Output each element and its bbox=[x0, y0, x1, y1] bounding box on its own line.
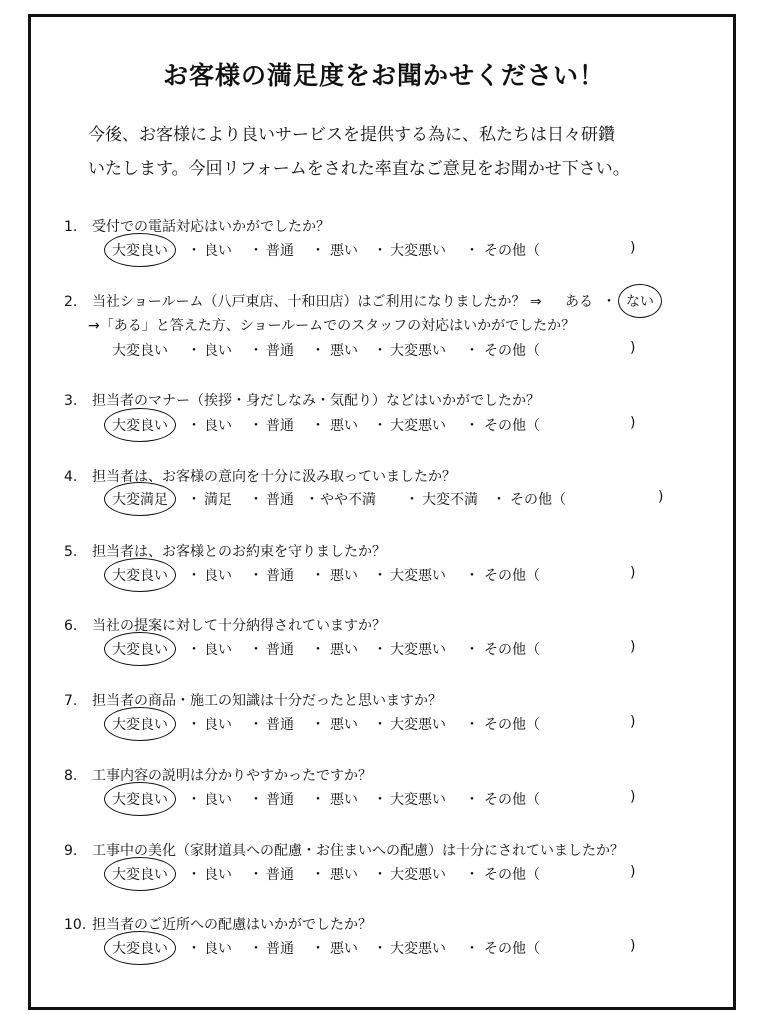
separator: ・ bbox=[187, 867, 201, 883]
option-4[interactable]: やや不満 bbox=[320, 492, 376, 508]
separator: ・ bbox=[249, 343, 263, 359]
separator: ・ bbox=[311, 642, 325, 658]
options-row bbox=[0, 938, 740, 958]
option-2[interactable]: 良い bbox=[204, 568, 232, 584]
separator: ・ bbox=[311, 418, 325, 434]
other-close-paren: ) bbox=[630, 714, 636, 730]
separator: ・ bbox=[465, 243, 479, 259]
option-1[interactable]: 大変良い bbox=[112, 639, 168, 659]
options-row bbox=[0, 789, 740, 809]
question-8 bbox=[64, 765, 372, 785]
option-5[interactable]: 大変悪い bbox=[390, 867, 446, 883]
separator: ・ bbox=[373, 941, 387, 957]
page-title: お客様の満足度をお聞かせください！ bbox=[162, 61, 605, 90]
separator: ・ bbox=[311, 568, 325, 584]
option-3[interactable]: 普通 bbox=[266, 343, 294, 359]
option-2[interactable]: 良い bbox=[204, 343, 232, 359]
separator: ・ bbox=[405, 492, 419, 508]
other-close-paren: ) bbox=[630, 789, 636, 805]
separator: ・ bbox=[373, 568, 387, 584]
other-close-paren: ) bbox=[630, 938, 636, 954]
options-row bbox=[0, 714, 740, 734]
question-2 bbox=[64, 291, 542, 311]
separator: ・ bbox=[249, 717, 263, 733]
separator: ・ bbox=[305, 492, 319, 508]
separator: ・ bbox=[311, 867, 325, 883]
option-3[interactable]: 普通 bbox=[266, 642, 294, 658]
option-6[interactable]: その他（ bbox=[484, 867, 540, 883]
separator: ・ bbox=[187, 492, 201, 508]
answer-yes[interactable]: ある bbox=[565, 294, 593, 310]
other-close-paren: ) bbox=[630, 240, 636, 256]
option-6[interactable]: その他（ bbox=[484, 717, 540, 733]
question-text: 当社ショールーム（八戸東店、十和田店）はご利用になりましたか？ ⇒ bbox=[92, 294, 542, 310]
options-row bbox=[0, 565, 740, 585]
options-row bbox=[0, 639, 740, 659]
option-5[interactable]: 大変不満 bbox=[422, 492, 478, 508]
option-4[interactable]: 悪い bbox=[330, 792, 358, 808]
separator: ・ bbox=[465, 343, 479, 359]
separator: ・ bbox=[373, 717, 387, 733]
other-close-paren: ) bbox=[630, 340, 636, 356]
separator: ・ bbox=[187, 568, 201, 584]
question-1 bbox=[64, 216, 330, 236]
separator: ・ bbox=[373, 418, 387, 434]
option-3[interactable]: 普通 bbox=[266, 792, 294, 808]
question-text: 担当者のご近所への配慮はいかがでしたか？ bbox=[92, 917, 372, 933]
separator: ・ bbox=[311, 792, 325, 808]
separator: ・ bbox=[373, 642, 387, 658]
option-5[interactable]: 大変悪い bbox=[390, 717, 446, 733]
separator: ・ bbox=[465, 717, 479, 733]
option-2[interactable]: 満足 bbox=[204, 492, 232, 508]
options-row bbox=[0, 415, 740, 435]
option-1[interactable]: 大変良い bbox=[112, 415, 168, 435]
option-5[interactable]: 大変悪い bbox=[390, 792, 446, 808]
separator: ・ bbox=[465, 568, 479, 584]
option-4[interactable]: 悪い bbox=[330, 243, 358, 259]
option-5[interactable]: 大変悪い bbox=[390, 243, 446, 259]
question-6 bbox=[64, 615, 386, 635]
separator: ・ bbox=[311, 941, 325, 957]
option-6[interactable]: その他（ bbox=[484, 343, 540, 359]
separator: ・ bbox=[492, 492, 506, 508]
options-row bbox=[0, 489, 740, 509]
option-5[interactable]: 大変悪い bbox=[390, 568, 446, 584]
other-close-paren: ) bbox=[658, 489, 664, 505]
question-10 bbox=[64, 914, 372, 934]
option-4[interactable]: 悪い bbox=[330, 343, 358, 359]
question-number: 9. bbox=[64, 843, 78, 859]
option-4[interactable]: 悪い bbox=[330, 642, 358, 658]
question-number: 2. bbox=[64, 294, 78, 310]
option-6[interactable]: その他（ bbox=[484, 243, 540, 259]
question-number: 3. bbox=[64, 393, 78, 409]
separator: ・ bbox=[602, 294, 616, 310]
option-4[interactable]: 悪い bbox=[330, 568, 358, 584]
option-2[interactable]: 良い bbox=[204, 941, 232, 957]
separator: ・ bbox=[465, 941, 479, 957]
separator: ・ bbox=[187, 343, 201, 359]
separator: ・ bbox=[311, 343, 325, 359]
option-3[interactable]: 普通 bbox=[266, 492, 294, 508]
separator: ・ bbox=[311, 717, 325, 733]
option-4[interactable]: 悪い bbox=[330, 941, 358, 957]
question-text: 担当者の商品・施工の知識は十分だったと思いますか？ bbox=[92, 693, 442, 709]
separator: ・ bbox=[249, 642, 263, 658]
option-5[interactable]: 大変悪い bbox=[390, 941, 446, 957]
question-text: 担当者は、お客様の意向を十分に汲み取っていましたか？ bbox=[92, 469, 456, 485]
other-close-paren: ) bbox=[630, 415, 636, 431]
separator: ・ bbox=[465, 418, 479, 434]
separator: ・ bbox=[249, 243, 263, 259]
intro-line: いたします。今回リフォームをされた率直なご意見をお聞かせ下さい。 bbox=[88, 159, 630, 179]
separator: ・ bbox=[187, 243, 201, 259]
question-text: 担当者は、お客様とのお約束を守りましたか？ bbox=[92, 544, 386, 560]
question-number: 6. bbox=[64, 618, 78, 634]
option-1[interactable]: 大変満足 bbox=[112, 489, 168, 509]
separator: ・ bbox=[187, 792, 201, 808]
question-number: 7. bbox=[64, 693, 78, 709]
question-text: 当社の提案に対して十分納得されていますか？ bbox=[92, 618, 386, 634]
question-3 bbox=[64, 390, 540, 410]
option-4[interactable]: 悪い bbox=[330, 867, 358, 883]
question-number: 5. bbox=[64, 544, 78, 560]
option-6[interactable]: その他（ bbox=[510, 492, 566, 508]
option-2[interactable]: 良い bbox=[204, 243, 232, 259]
separator: ・ bbox=[249, 867, 263, 883]
separator: ・ bbox=[249, 492, 263, 508]
separator: ・ bbox=[249, 418, 263, 434]
separator: ・ bbox=[373, 343, 387, 359]
option-2[interactable]: 良い bbox=[204, 642, 232, 658]
option-6[interactable]: その他（ bbox=[484, 792, 540, 808]
option-2[interactable]: 良い bbox=[204, 418, 232, 434]
option-1[interactable]: 大変良い bbox=[112, 714, 168, 734]
option-1[interactable]: 大変良い bbox=[112, 343, 168, 359]
options-row bbox=[0, 240, 740, 260]
options-row bbox=[0, 340, 740, 360]
separator: ・ bbox=[187, 941, 201, 957]
intro-line: 今後、お客様により良いサービスを提供する為に、私たちは日々研鑽 bbox=[88, 125, 615, 145]
answer-no[interactable]: ない bbox=[626, 291, 654, 311]
question-number: 8. bbox=[64, 768, 78, 784]
question-text: 担当者のマナー（挨拶・身だしなみ・気配り）などはいかがでしたか？ bbox=[92, 393, 540, 409]
question-text: 受付での電話対応はいかがでしたか？ bbox=[92, 219, 330, 235]
separator: ・ bbox=[249, 941, 263, 957]
question-5 bbox=[64, 541, 386, 561]
option-5[interactable]: 大変悪い bbox=[390, 343, 446, 359]
separator: ・ bbox=[373, 243, 387, 259]
question-text: 工事内容の説明は分かりやすかったですか？ bbox=[92, 768, 372, 784]
option-2[interactable]: 良い bbox=[204, 867, 232, 883]
question-text: 工事中の美化（家財道具への配慮・お住まいへの配慮）は十分にされていましたか？ bbox=[92, 843, 624, 859]
separator: ・ bbox=[187, 418, 201, 434]
option-2[interactable]: 良い bbox=[204, 792, 232, 808]
option-1[interactable]: 大変良い bbox=[112, 240, 168, 260]
question-number: 1. bbox=[64, 219, 78, 235]
option-4[interactable]: 悪い bbox=[330, 717, 358, 733]
option-3[interactable]: 普通 bbox=[266, 243, 294, 259]
option-6[interactable]: その他（ bbox=[484, 941, 540, 957]
option-1[interactable]: 大変良い bbox=[112, 864, 168, 884]
separator: ・ bbox=[249, 568, 263, 584]
option-1[interactable]: 大変良い bbox=[112, 789, 168, 809]
separator: ・ bbox=[187, 642, 201, 658]
separator: ・ bbox=[465, 867, 479, 883]
option-6[interactable]: その他（ bbox=[484, 568, 540, 584]
question-number: 4. bbox=[64, 469, 78, 485]
option-5[interactable]: 大変悪い bbox=[390, 642, 446, 658]
option-3[interactable]: 普通 bbox=[266, 941, 294, 957]
option-3[interactable]: 普通 bbox=[266, 717, 294, 733]
separator: ・ bbox=[465, 642, 479, 658]
intro-text bbox=[88, 118, 688, 186]
option-3[interactable]: 普通 bbox=[266, 418, 294, 434]
followup-question: →「ある」と答えた方、ショールームでのスタッフの対応はいかがでしたか？ bbox=[88, 318, 576, 334]
separator: ・ bbox=[249, 792, 263, 808]
separator: ・ bbox=[187, 717, 201, 733]
options-row bbox=[0, 864, 740, 884]
option-1[interactable]: 大変良い bbox=[112, 565, 168, 585]
question-number: 10. bbox=[64, 917, 87, 933]
option-5[interactable]: 大変悪い bbox=[390, 418, 446, 434]
separator: ・ bbox=[465, 792, 479, 808]
other-close-paren: ) bbox=[630, 864, 636, 880]
option-3[interactable]: 普通 bbox=[266, 568, 294, 584]
option-1[interactable]: 大変良い bbox=[112, 938, 168, 958]
separator: ・ bbox=[373, 867, 387, 883]
option-6[interactable]: その他（ bbox=[484, 418, 540, 434]
option-3[interactable]: 普通 bbox=[266, 867, 294, 883]
separator: ・ bbox=[311, 243, 325, 259]
option-4[interactable]: 悪い bbox=[330, 418, 358, 434]
question-7 bbox=[64, 690, 442, 710]
option-6[interactable]: その他（ bbox=[484, 642, 540, 658]
other-close-paren: ) bbox=[630, 639, 636, 655]
other-close-paren: ) bbox=[630, 565, 636, 581]
option-2[interactable]: 良い bbox=[204, 717, 232, 733]
separator: ・ bbox=[373, 792, 387, 808]
